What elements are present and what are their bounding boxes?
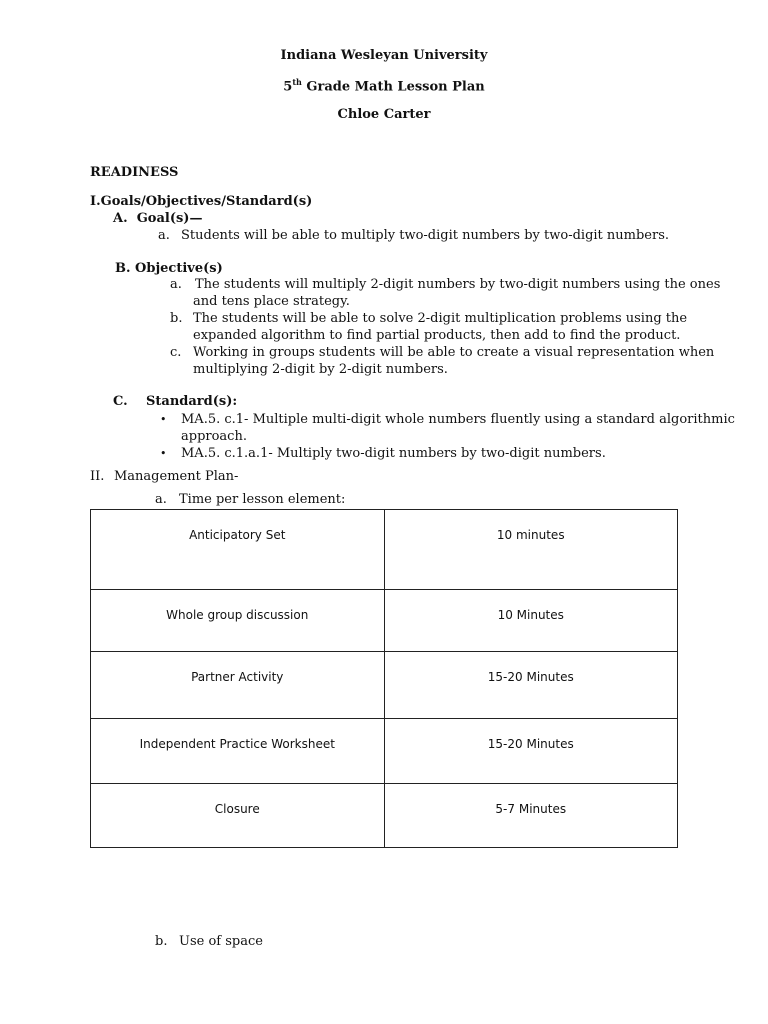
table-row <box>91 590 678 652</box>
section-2-numeral: II. <box>90 469 105 484</box>
standards-letter: C. <box>113 394 128 409</box>
lesson-time-cell: 15-20 Minutes <box>384 652 678 719</box>
objective-a-line2: and tens place strategy. <box>193 294 350 309</box>
time-heading-marker: a. <box>155 492 167 507</box>
goal-item-text: Students will be able to multiply two-digit numbers by two-digit numbers. <box>181 228 670 243</box>
table-row <box>91 510 678 590</box>
objectives-label: Objective(s) <box>135 261 223 276</box>
objective-c-line1: Working in groups students will be able to create a visual representation when <box>193 345 715 360</box>
table-row <box>91 784 678 848</box>
goals-letter: A. <box>113 211 128 226</box>
author-name: Chloe Carter <box>337 107 431 122</box>
space-heading-marker: b. <box>155 934 168 949</box>
section-1-heading: I.Goals/Objectives/Standard(s) <box>90 194 313 209</box>
goals-heading <box>113 211 202 226</box>
lesson-element-cell: Whole group discussion <box>91 590 385 652</box>
standard-bullet-1: • <box>160 413 167 426</box>
table-row <box>91 652 678 719</box>
lesson-time-cell: 5-7 Minutes <box>384 784 678 848</box>
objectives-heading <box>115 261 223 276</box>
standard-1-line2: approach. <box>181 429 247 444</box>
objective-marker-c: c. <box>170 345 182 360</box>
objective-a-line1: The students will multiply 2-digit numbers by two-digit numbers using the ones <box>195 277 721 292</box>
lesson-plan-title <box>0 77 768 94</box>
lesson-time-cell: 10 minutes <box>384 510 678 590</box>
objective-marker-a: a. <box>170 277 182 292</box>
readiness-heading: READINESS <box>90 165 179 180</box>
goals-label: Goal(s)— <box>136 211 203 226</box>
objective-b-line2: expanded algorithm to find partial products, then add to find the product. <box>193 328 681 343</box>
standard-bullet-2: • <box>160 447 167 460</box>
standards-label: Standard(s): <box>146 394 238 409</box>
lesson-time-cell: 10 Minutes <box>384 590 678 652</box>
time-per-element-table <box>90 509 678 848</box>
standard-2-line1: MA.5. c.1.a.1- Multiply two-digit numbers by two-digit numbers. <box>181 446 606 461</box>
university-name: Indiana Wesleyan University <box>280 48 488 63</box>
space-heading-text: Use of space <box>179 934 263 949</box>
lesson-element-cell: Independent Practice Worksheet <box>91 719 385 784</box>
grade-number: 5 <box>283 79 293 95</box>
objectives-letter: B. <box>115 261 131 276</box>
objective-c-line2: multiplying 2-digit by 2-digit numbers. <box>193 362 448 377</box>
lesson-element-cell: Closure <box>91 784 385 848</box>
section-2-heading: Management Plan- <box>114 469 239 484</box>
lesson-time-cell: 15-20 Minutes <box>384 719 678 784</box>
lesson-element-cell: Anticipatory Set <box>91 510 385 590</box>
table-row <box>91 719 678 784</box>
objective-marker-b: b. <box>170 311 183 326</box>
lesson-plan-title-text: Grade Math Lesson Plan <box>301 79 485 95</box>
time-heading-text: Time per lesson element: <box>179 492 346 507</box>
standard-1-line1: MA.5. c.1- Multiple multi-digit whole numbers fluently using a standard algorithmic <box>181 412 735 427</box>
objective-b-line1: The students will be able to solve 2-digit multiplication problems using the <box>193 311 688 326</box>
goal-item-marker: a. <box>158 228 170 243</box>
grade-superscript: th <box>292 77 302 87</box>
lesson-element-cell: Partner Activity <box>91 652 385 719</box>
